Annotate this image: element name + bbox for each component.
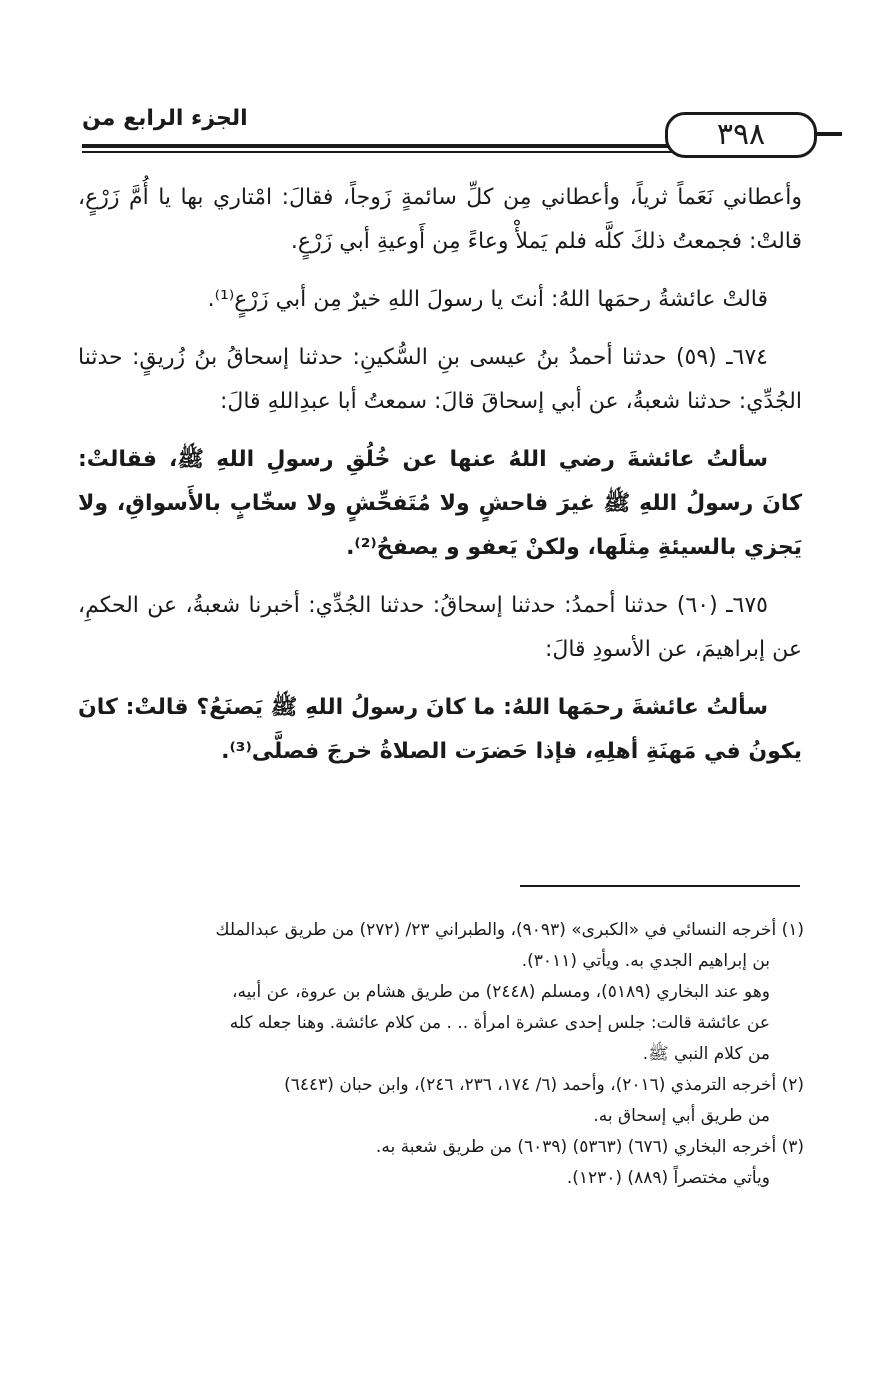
footnote-line: ويأتي مختصراً (٨٨٩) (١٢٣٠). xyxy=(566,1168,770,1188)
footnotes xyxy=(92,915,804,1194)
footnote-3 xyxy=(92,1132,804,1194)
footnote-line: من طريق أبي إسحاق به. xyxy=(593,1106,770,1126)
header-rule-thin xyxy=(82,151,742,153)
footnote-line: (١) أخرجه النسائي في «الكبرى» (٩٠٩٣)، والطبراني ٢٣/ (٢٧٢) من طريق عبدالملك xyxy=(215,920,804,940)
page-number: ٣٩٨ xyxy=(665,112,817,158)
main-text xyxy=(78,176,802,788)
footnote-line: (٣) أخرجه البخاري (٦٧٦) (٥٣٦٣) (٦٠٣٩) من طريق شعبة به. xyxy=(375,1137,804,1157)
footnote-line: عن عائشة قالت: جلس إحدى عشرة امرأة .. . من كلام عائشة. وهنا جعله كله xyxy=(229,1013,770,1033)
footnote-line: بن إبراهيم الجدي به. ويأتي (٣٠١١). xyxy=(521,951,770,971)
footnote-line: وهو عند البخاري (٥١٨٩)، ومسلم (٢٤٤٨) من طريق هشام بن عروة، عن أبيه، xyxy=(232,982,770,1002)
header-rule-thick xyxy=(82,144,742,148)
paragraph-2: قالتْ عائشةُ رحمَها اللهُ: أنتَ يا رسولَ اللهِ خيرٌ مِن أبي زَرْعٍ⁽¹⁾. xyxy=(207,287,768,312)
hadith-675-chain: ٦٧٥ـ (٦٠) حدثنا أحمدُ: حدثنا إسحاقُ: حدثنا الجُدِّي: أخبرنا شعبةُ، عن الحكمِ، عن إبراهيمَ، عن الأسودِ قالَ: xyxy=(78,593,802,662)
footnote-2 xyxy=(92,1070,804,1132)
running-header xyxy=(82,106,802,162)
hadith-674-text: سألتُ عائشةَ رضي اللهُ عنها عن خُلُقِ رسولِ اللهِ ﷺ، فقالتْ: كانَ رسولُ اللهِ ﷺ غيرَ فاحشٍ ولا مُتَفحِّشٍ ولا سخّابٍ بالأَسواقِ، ولا يَجزي بالسيئةِ مِثلَها، ولكنْ يَعفو و يصفحُ⁽²⁾. xyxy=(78,447,802,560)
hadith-675-text: سألتُ عائشةَ رحمَها اللهُ: ما كانَ رسولُ اللهِ ﷺ يَصنَعُ؟ قالتْ: كانَ يكونُ في مَهنَةِ أهلِهِ، فإذا حَضرَت الصلاةُ خرجَ فصلَّى⁽³⁾. xyxy=(78,695,802,764)
running-title: الجزء الرابع من xyxy=(82,106,248,131)
hadith-674-chain: ٦٧٤ـ (٥٩) حدثنا أحمدُ بنُ عيسى بنِ السُّكينِ: حدثنا إسحاقُ بنُ زُريقٍ: حدثنا الجُدِّي: حدثنا شعبةُ، عن أبي إسحاقَ قالَ: سمعتُ أبا عبدِاللهِ قالَ: xyxy=(78,345,802,414)
footnote-line: من كلام النبي ﷺ. xyxy=(642,1044,770,1064)
paragraph-1: وأعطاني نَعَماً ثرياً، وأعطاني مِن كلِّ سائمةٍ زَوجاً، فقالَ: امْتاري بها يا أُمَّ زَرْعٍ، قالتْ: فجمعتُ ذلكَ كلَّه فلم يَملأْ وعاءً مِن أَوعيةِ أبي زَرْعٍ. xyxy=(78,185,802,254)
footnote-line: (٢) أخرجه الترمذي (٢٠١٦)، وأحمد (٦/ ١٧٤، ٢٣٦، ٢٤٦)، وابن حبان (٦٤٤٣) xyxy=(284,1075,804,1095)
footnote-1 xyxy=(92,915,804,1070)
footnote-divider xyxy=(520,885,800,887)
